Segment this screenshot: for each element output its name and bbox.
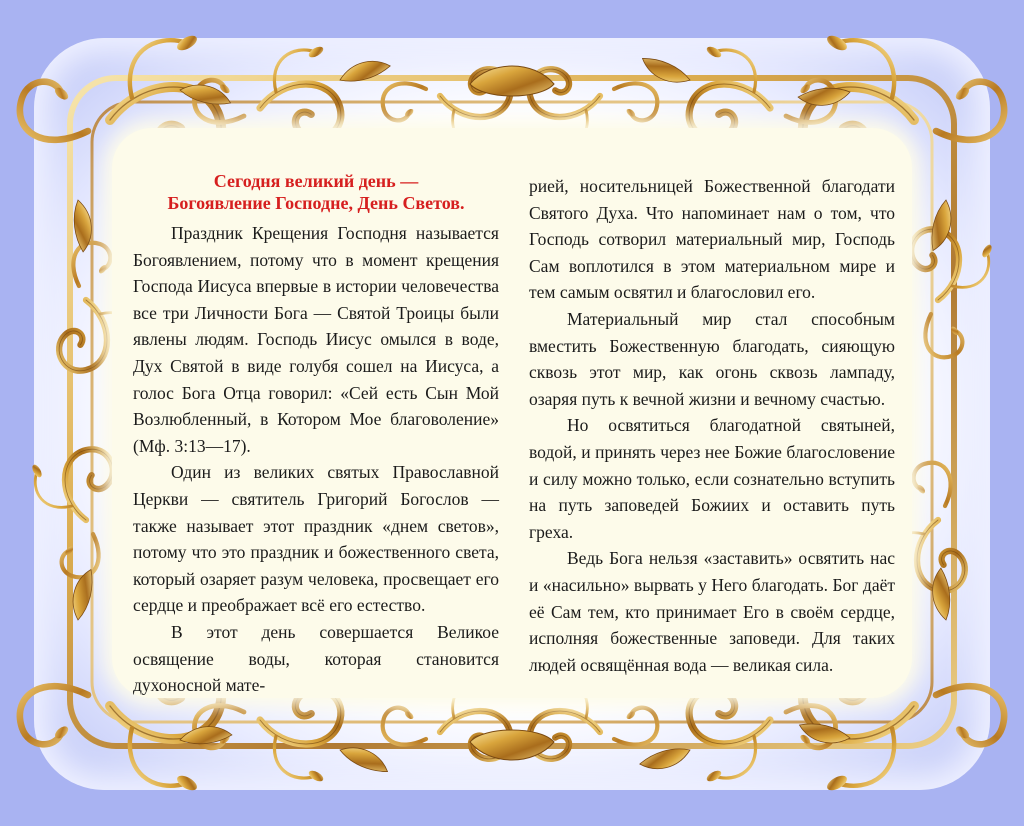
title-line-1: Сегодня великий день — xyxy=(213,171,419,191)
left-column xyxy=(133,170,499,699)
paragraph: Ведь Бога нельзя «заставить» освятить нас и «насильно» вырвать у Него благодать. Бог даёт её Сам тем, кто принимает Его в своём сердце, исполняя божественные заповеди. Для таких людей освящённая вода — великая сила. xyxy=(529,548,895,675)
page-title xyxy=(133,170,499,214)
paragraph: Материальный мир стал способным вместить Божественную благодать, сияющую сквозь этот мир, как огонь сквозь лампаду, озаряя путь к вечной жизни и вечному счастью. xyxy=(529,308,895,409)
paragraph: Один из великих святых Православной Церкви — святитель Григорий Богослов — также называет этот праздник «днем светов», потому что это праздник и божественного света, который озаряет разум человека, просвещает его сердце и преображает всё его естество. xyxy=(133,462,499,616)
paragraph: В этот день совершается Великое освящение воды, которая становится духоносной мате- xyxy=(133,621,499,696)
paragraph: рией, носительницей Божественной благодати Святого Духа. Что напоминает нам о том, что Господь сотворил материальный мир, Господь Сам воплотился в этом материальном мире и тем самым освятил и благословил его. xyxy=(529,176,895,303)
right-column xyxy=(529,173,895,678)
title-line-2: Богоявление Господне, День Светов. xyxy=(167,193,465,213)
paragraph: Праздник Крещения Господня называется Богоявлением, потому что в момент крещения Господа Иисуса впервые в истории человечества все три Личности Бога — Святой Троицы были явлены людям. Господь Иисус омылся в воде, Дух Святой в виде голубя сошел на Иисуса, а голос Бога Отца говорил: «Сей есть Сын Мой Возлюбленный, в Котором Мое благоволение» (Мф. 3:13—17). xyxy=(133,223,499,456)
paragraph: Но освятиться благодатной святыней, водой, и принять через нее Божие благословение и силу можно только, если сознательно вступить на путь заповедей Божиих и оставить путь греха. xyxy=(529,415,895,542)
